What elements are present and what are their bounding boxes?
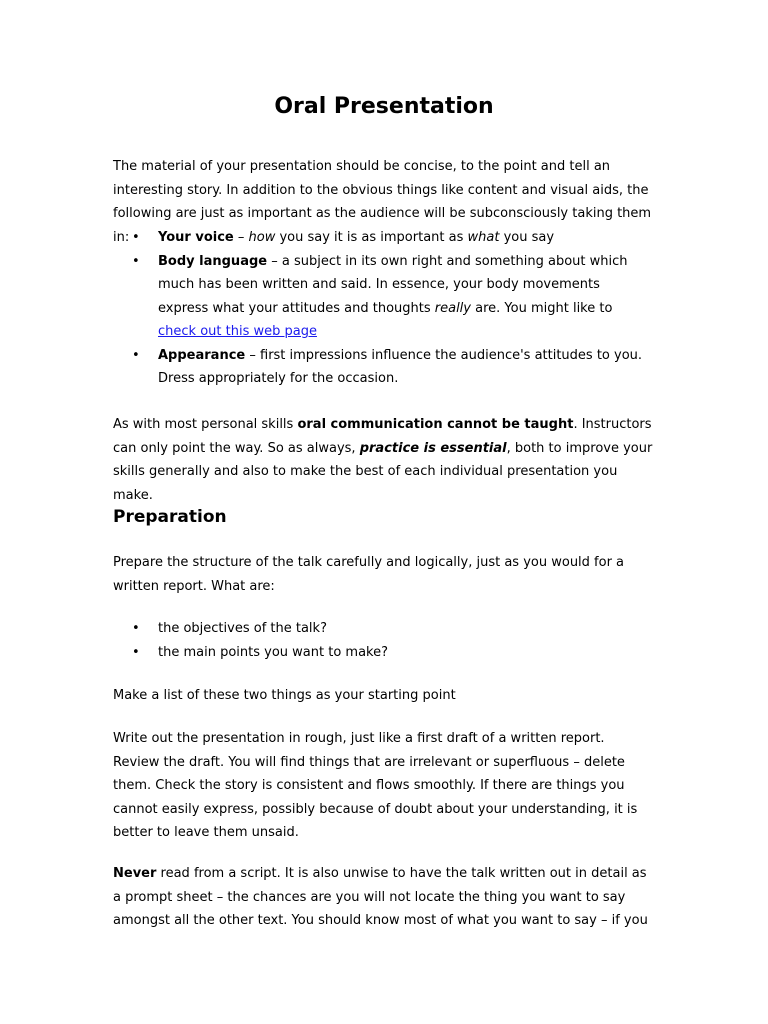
skills-paragraph: As with most personal skills oral communication cannot be taught. Instructors can only point the way. So as always, practice is essential, both to improve your skills generally and also to make the best of each individual presentation you make. bbox=[113, 417, 653, 503]
list-item: • Body language – a subject in its own right and something about which much has been written and said. In essence, your body movements express what your attitudes and thoughts really are. You might like to check out this web page bbox=[113, 250, 653, 344]
intro-paragraph: The material of your presentation should be concise, to the point and tell an interesting story. In addition to the obvious things like content and visual aids, the following are just as important as the audience will be subconsciously taking them in: bbox=[113, 159, 652, 245]
never-paragraph: Never read from a script. It is also unwise to have the talk written out in detail as a prompt sheet – the chances are you will not locate the thing you want to say amongst all the other text. You should know most of what you want to say – if you bbox=[113, 866, 648, 928]
list-item: • the objectives of the talk? bbox=[113, 617, 653, 641]
list-note: Make a list of these two things as your starting point bbox=[113, 688, 456, 703]
page-title: Oral Presentation bbox=[274, 94, 494, 119]
prep-paragraph: Prepare the structure of the talk carefully and logically, just as you would for a written report. What are: bbox=[113, 555, 625, 594]
item-term: Appearance bbox=[158, 347, 246, 363]
rough-draft-paragraph: Write out the presentation in rough, just like a first draft of a written report. Review the draft. You will find things that are irrelevant or superfluous – delete them. Check the story is consistent and flows smoothly. If there are things you cannot easily express, possibly because of doubt about your understanding, it is better to leave them unsaid. bbox=[113, 731, 638, 840]
list-item: • the main points you want to make? bbox=[113, 641, 653, 665]
item-term: Body language bbox=[158, 253, 268, 269]
list-item: • Appearance – first impressions influence the audience's attitudes to you. Dress appropriately for the occasion. bbox=[113, 344, 653, 391]
questions-list bbox=[113, 617, 653, 664]
list-item: • Your voice – how you say it is as important as what you say bbox=[113, 226, 653, 250]
qualities-list bbox=[113, 226, 653, 391]
web-page-link[interactable]: check out this web page bbox=[158, 324, 317, 339]
section-heading: Preparation bbox=[113, 507, 227, 527]
item-term: Your voice bbox=[158, 230, 234, 245]
